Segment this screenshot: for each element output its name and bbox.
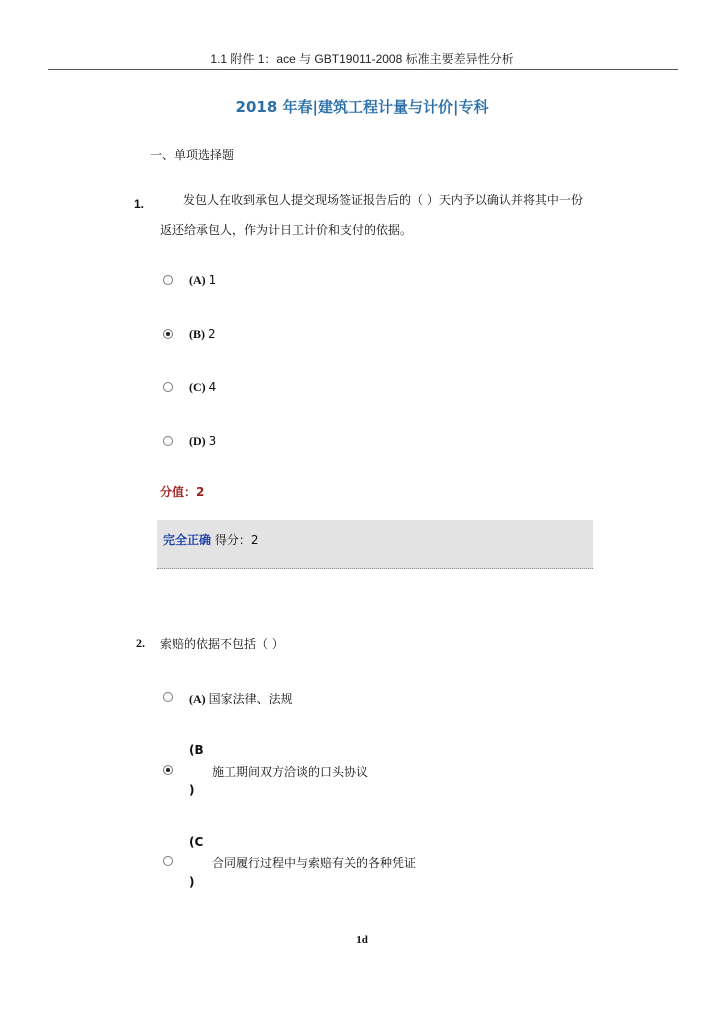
question-2-number: 2. [136,636,145,650]
q1-option-b[interactable] [163,329,173,339]
radio-selected-icon[interactable] [163,765,173,775]
q1-result-box [157,520,593,569]
q2-option-b-text: 施工期间双方洽谈的口头协议 [212,765,369,779]
q2-option-a[interactable] [163,692,173,702]
radio-selected-icon[interactable] [163,329,173,339]
q1-option-d[interactable] [163,436,173,446]
q1-result [163,531,258,548]
q2-option-b-label-close: ) [189,783,195,797]
question-2-text: 索赔的依据不包括（ ） [160,637,284,651]
document-title: 2018 年春|建筑工程计量与计价|专科 [235,98,489,116]
q1-option-a[interactable] [163,275,173,285]
page-header: 1.1 附件 1：ace 与 GBT19011-2008 标准主要差异性分析 [210,52,514,66]
q1-option-b-label: (B) 2 [189,327,216,341]
radio-icon[interactable] [163,275,173,285]
q1-option-c[interactable] [163,382,173,392]
q1-option-d-label: (D) 3 [189,434,217,448]
radio-icon[interactable] [163,382,173,392]
radio-icon[interactable] [163,692,173,702]
q1-option-a-label: (A) 1 [189,273,217,287]
radio-icon[interactable] [163,436,173,446]
result-status: 完全正确 [163,533,212,547]
header-rule [48,69,678,70]
radio-icon[interactable] [163,856,173,866]
q2-option-c-text: 合同履行过程中与索赔有关的各种凭证 [212,856,417,870]
q2-option-c-label-close: ) [189,875,195,889]
q2-option-b[interactable] [163,765,173,775]
q2-option-a-label: (A) 国家法律、法规 [189,692,293,706]
question-1-line2: 返还给承包人，作为计日工计价和支付的依据。 [160,223,413,237]
section-heading: 一、单项选择题 [150,148,235,162]
q1-score: 分值：2 [160,485,205,499]
question-1-number: 1. [134,197,145,211]
q2-option-c[interactable] [163,856,173,866]
q1-option-c-label: (C) 4 [189,380,217,394]
q2-option-b-label-open: (B [189,743,204,757]
q2-option-c-label-open: (C [189,835,204,849]
page-number: 1d [356,934,368,946]
question-1-line1: 发包人在收到承包人提交现场签证报告后的（ ）天内予以确认并将其中一份 [183,193,583,207]
result-score: 得分：2 [214,533,259,547]
